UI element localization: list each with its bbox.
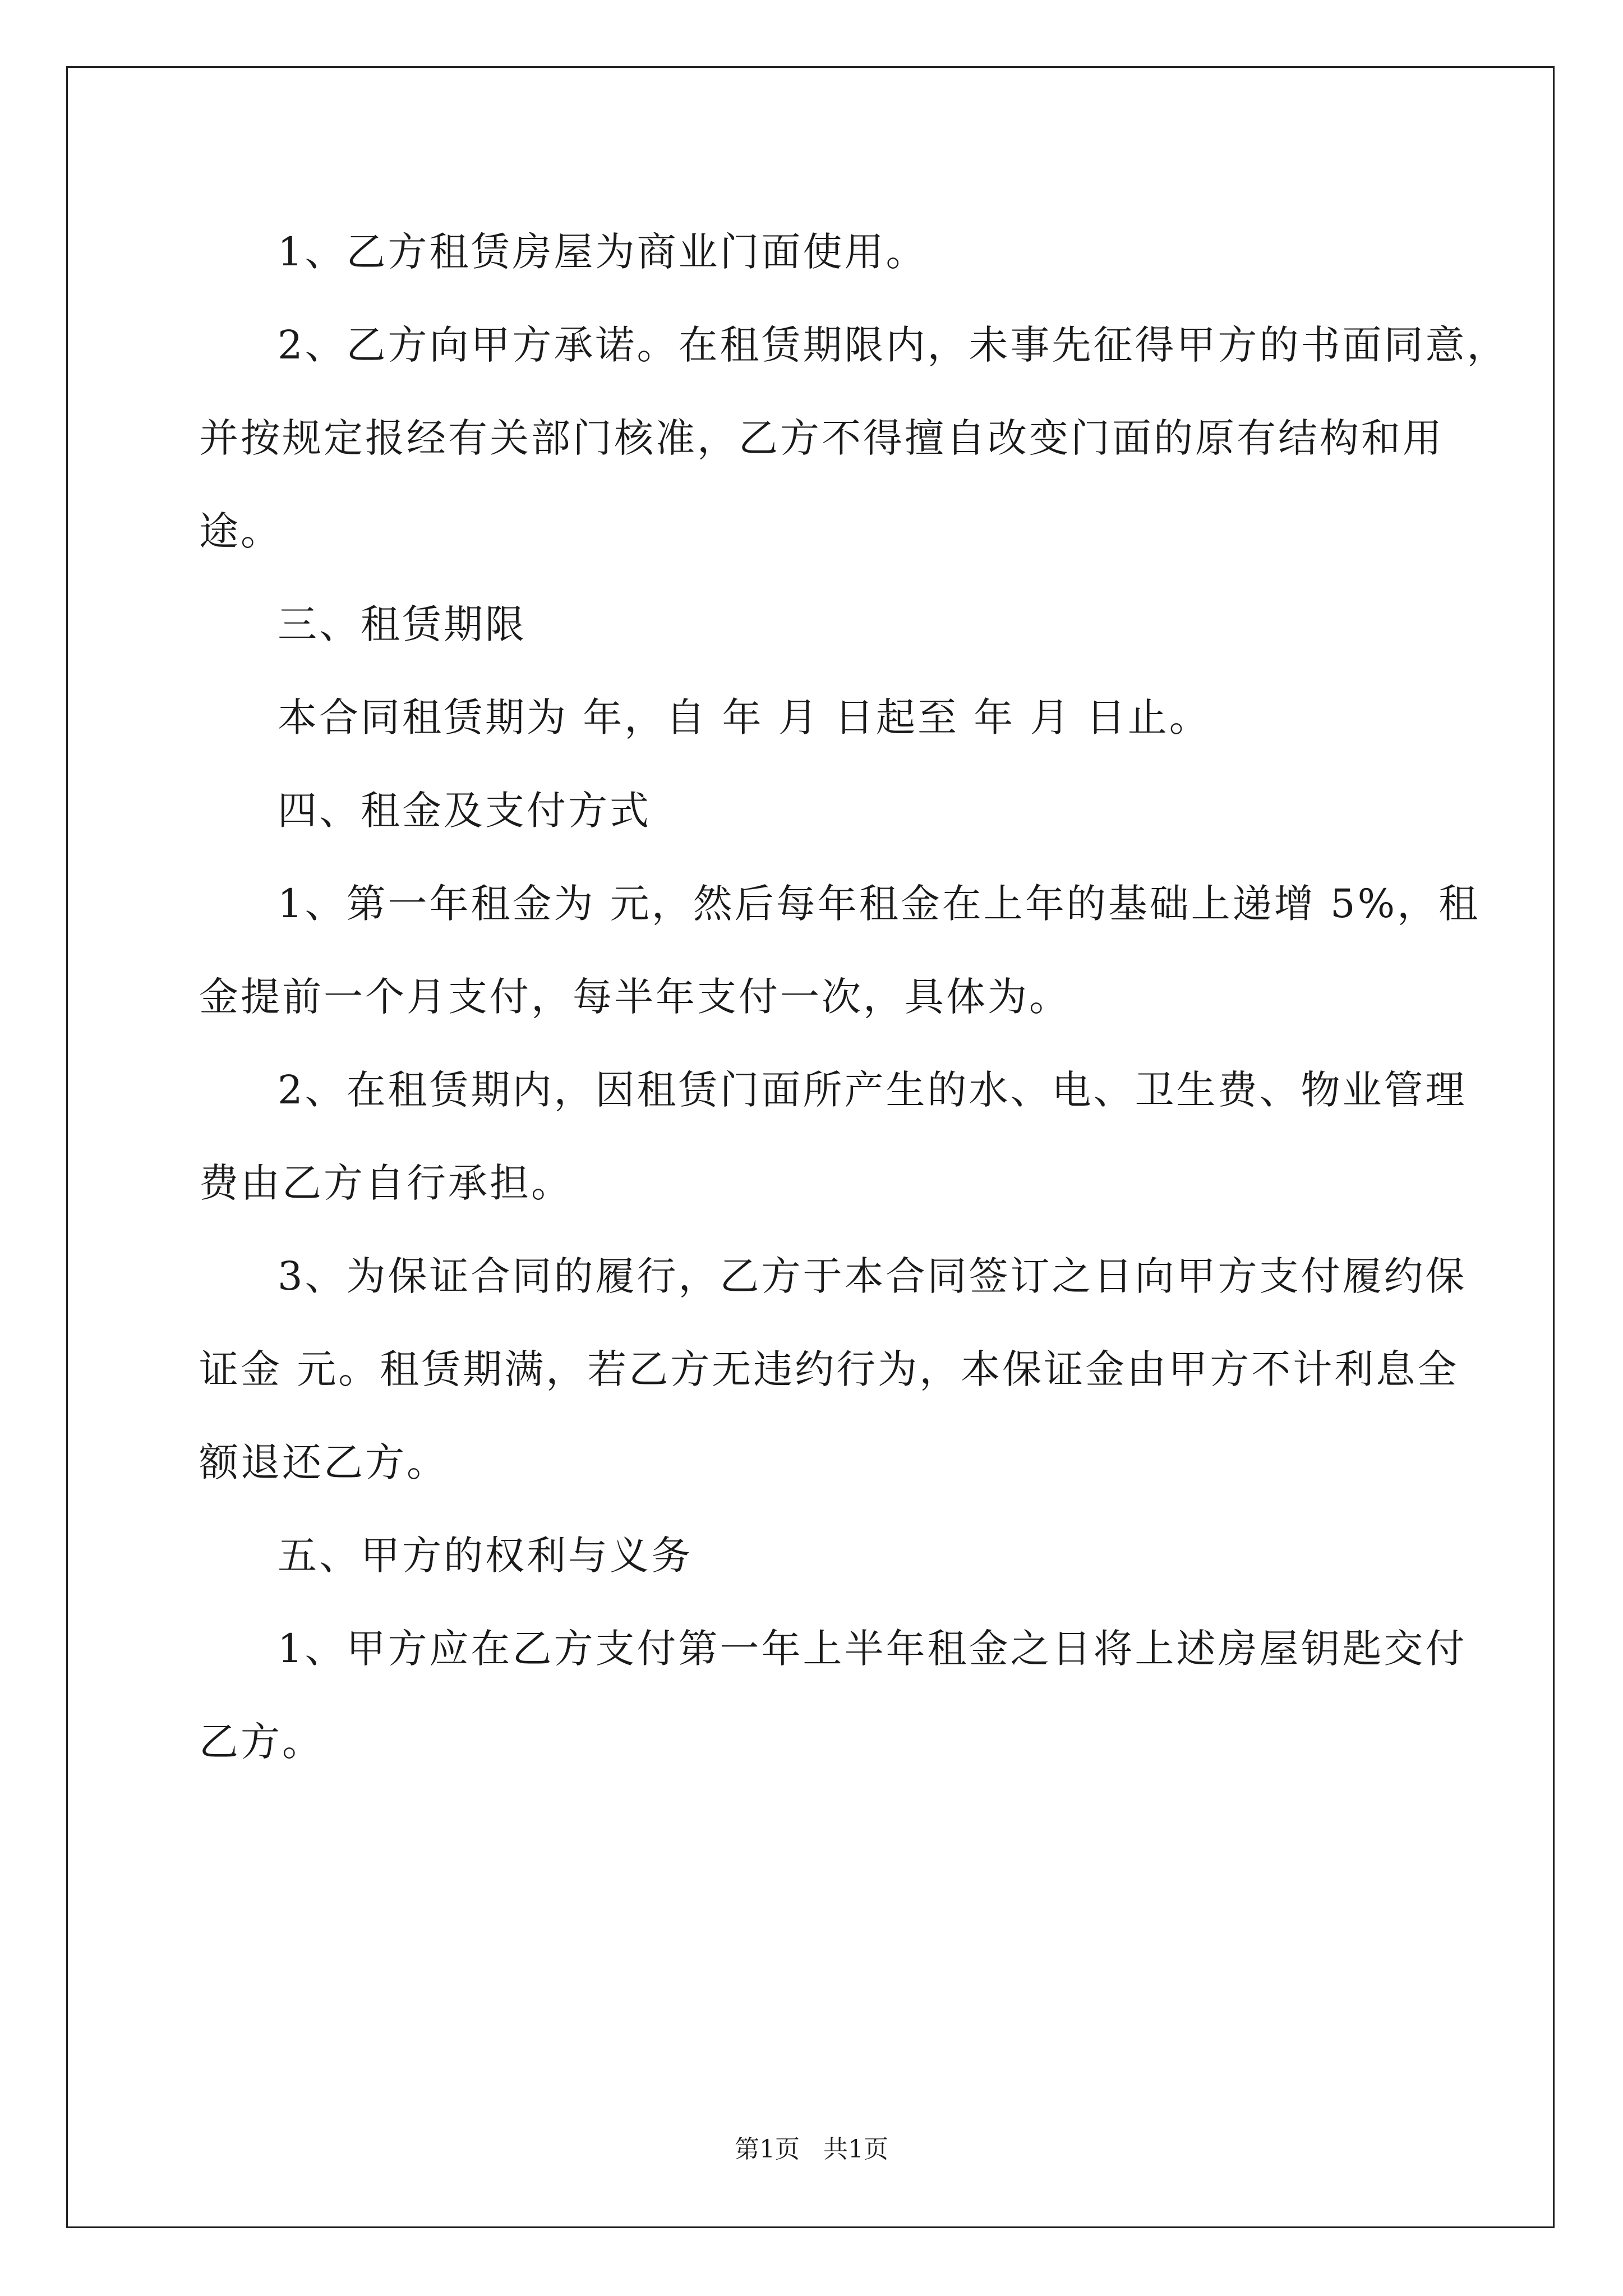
paragraph-line: 1、甲方应在乙方支付第一年上半年租金之日将上述房屋钥匙交付 <box>278 1626 1467 1672</box>
section-heading: 五、甲方的权利与义务 <box>278 1533 693 1579</box>
paragraph-line: 2、在租赁期内，因租赁门面所产生的水、电、卫生费、物业管理 <box>278 1067 1467 1113</box>
paragraph-line: 乙方。 <box>199 1719 324 1765</box>
paragraph-line: 费由乙方自行承担。 <box>199 1160 573 1206</box>
paragraph-line: 金提前一个月支付，每半年支付一次，具体为。 <box>199 974 1071 1020</box>
section-heading: 三、租赁期限 <box>278 601 527 647</box>
paragraph-line: 途。 <box>199 508 282 554</box>
paragraph-line: 1、乙方租赁房屋为商业门面使用。 <box>278 229 928 275</box>
paragraph-line: 3、为保证合同的履行，乙方于本合同签订之日向甲方支付履约保 <box>278 1253 1467 1299</box>
page-border <box>66 66 1555 2228</box>
paragraph-line: 本合同租赁期为 年，自 年 月 日起至 年 月 日止。 <box>278 694 1211 740</box>
paragraph-line: 2、乙方向甲方承诺。在租赁期限内，未事先征得甲方的书面同意， <box>278 322 1509 368</box>
paragraph-line: 证金 元。租赁期满，若乙方无违约行为，本保证金由甲方不计利息全 <box>199 1346 1459 1392</box>
page-number-footer: 第1页 共1页 <box>735 2135 888 2164</box>
section-heading: 四、租金及支付方式 <box>278 788 651 834</box>
paragraph-line: 1、第一年租金为 元，然后每年租金在上年的基础上递增 5%，租 <box>278 881 1481 927</box>
paragraph-line: 并按规定报经有关部门核准，乙方不得擅自改变门面的原有结构和用 <box>199 415 1444 461</box>
paragraph-line: 额退还乙方。 <box>199 1439 448 1485</box>
